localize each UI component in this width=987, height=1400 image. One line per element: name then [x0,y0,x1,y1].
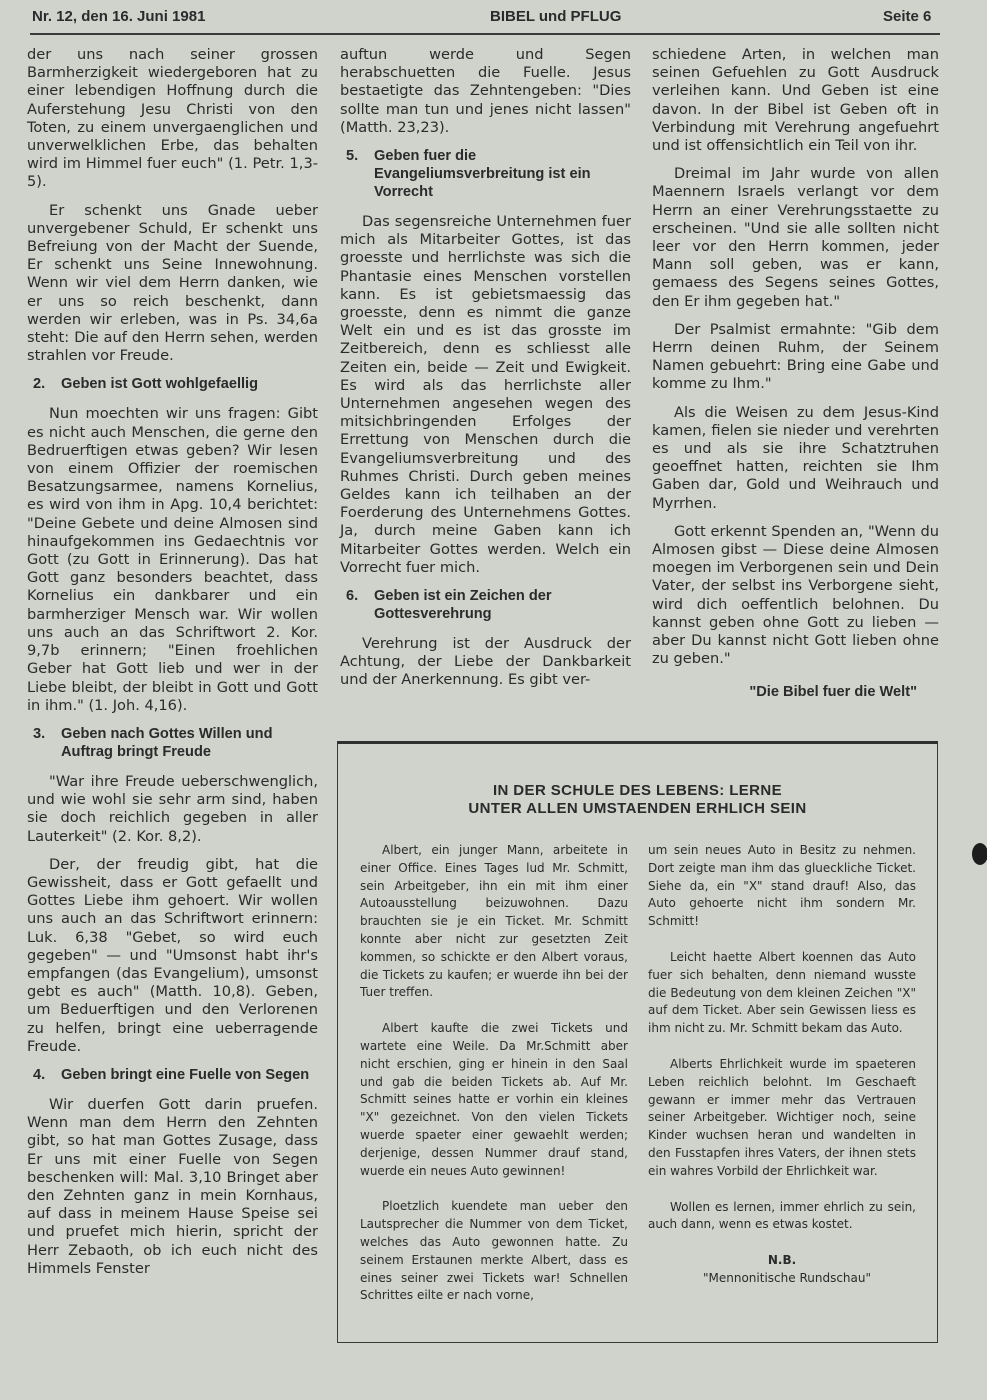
paragraph: der uns nach seiner grossen Barmherzigkeit wiedergeboren hat zu einer lebendigen Hoffnung durch die Auferstehung Jesu Christi von den Toten, zu einem unvergaenglichen und unverwelklichen Erbe, das behalten wird im Himmel fuer euch" (1. Petr. 1,3-5). [27,46,318,191]
box-paragraph: Ploetzlich kuendete man ueber den Lautsprecher die Nummer von dem Ticket, welches das Auto gewonnen hatte. Zu seinem Erstaunen merkte Albert, dass es eines seiner zwei Tickets war! Schnellen Schrittes eilte er nach vorne, [360,1199,628,1303]
box-paragraph: um sein neues Auto in Besitz zu nehmen. Dort zeigte man ihm das glueckliche Ticket. Siehe da, ein "X" stand drauf! Also, das Auto gehoerte nicht ihm sondern Mr. Schmitt! [648,843,916,929]
column-2 [340,46,631,700]
box-paragraph: Alberts Ehrlichkeit wurde im spaeteren Leben reichlich belohnt. Im Geschaeft gewann er immer mehr das Vertrauen seiner Arbeitgeber. Wichtiger noch, seine Kinder wuchsen heran und wandelten in den Fusstapfen ihres Vaters, der ihnen stets ein wahres Vorbild der Ehrlichkeit war. [648,1056,916,1178]
box-signature-initials: N.B. [767,1253,797,1268]
box-paragraph: Leicht haette Albert koennen das Auto fuer sich behalten, denn niemand wusste die Bedeutung von dem kleinen Zeichen "X" auf dem Ticket. Aber sein Gewissen liess es ihm nicht zu. Mr. Schmitt bekam das Auto. [648,949,916,1036]
box-paragraph: Wollen es lernen, immer ehrlich zu sein, auch dann, wenn es etwas kostet. [648,1199,916,1232]
box-title-line-1: IN DER SCHULE DES LEBENS: LERNE [492,782,783,799]
section-title: Geben ist Gott wohlgefaellig [61,376,259,393]
section-title: Geben nach Gottes Willen und Auftrag bringt Freude [61,725,273,760]
box-title [338,782,937,818]
paragraph: Verehrung ist der Ausdruck der Achtung, der Liebe der Dankbarkeit und der Anerkennung. Es gibt ver- [340,635,631,689]
section-heading-3 [27,725,318,761]
section-heading-2 [27,375,318,393]
column-3 [652,46,939,701]
section-heading-6 [340,587,631,623]
box-paragraph: Albert kaufte die zwei Tickets und wartete eine Weile. Da Mr.Schmitt aber nicht erschien, ging er hinein in den Saal und gab die beiden Tickets ab. Auf Mr. Schmitt seines hatte er vorhin ein kleines "X" gezeichnet. Von den vielen Tickets wuerde spaeter einer gewaehlt werden; derjenige, dessen Nummer drauf stand, wuerde ein neues Auto gewinnen! [360,1021,628,1178]
paragraph: Der, der freudig gibt, hat die Gewissheit, dass er Gott gefaellt und Gottes Liebe ihm gehoert. Wir wollen uns auch an das Schriftwort erinnern: Luk. 6,38 "Gebet, so wird euch gegeben" — und "Umsonst habt ihr's empfangen (das Evangelium), umsonst gebt es auch" (Matth. 10,8). Geben, um Beduerftigen und den Verlorenen zu helfen, bringt eine ueberragende Freude. [27,855,318,1055]
paragraph: auftun werde und Segen herabschuetten die Fuelle. Jesus bestaetigte das Zehntengeben: "Dies sollte man tun und jenes nicht lassen" (Matth. 23,23). [340,46,631,136]
section-heading-5 [340,147,631,201]
paragraph: schiedene Arten, in welchen man seinen Gefuehlen zu Gott Ausdruck verleihen kann. Und Geben ist eine davon. In der Bibel ist Geben oft in Verbindung mit Verehrung angefuehrt und ist offensichtlich ein Teil von ihr. [652,46,939,155]
box-title-line-2: UNTER ALLEN UMSTAENDEN ERHLICH SEIN [468,800,807,817]
header-rule [30,33,940,35]
paragraph: Der Psalmist ermahnte: "Gib dem Herrn deinen Ruhm, der Seinem Namen gebuehrt: Bring eine Gabe und komme zu Ihm." [652,320,939,393]
paragraph: "War ihre Freude ueberschwenglich, und wie wohl sie sehr arm sind, haben sie doch reichlich gegeben in aller Lauterkeit" (2. Kor. 8,2). [27,772,318,845]
section-number: 6. [346,588,359,605]
paragraph: Das segensreiche Unternehmen fuer mich als Mitarbeiter Gottes, ist das groesste und herrlichste was sich die Phantasie eines Menschen vorstellen kann. Es ist gebietsmaessig das groesste, denn es nimmt die ganze Welt ein und es ist das grosste im Zeitbereich, denn es schliesst alle Zeiten ein, beide — Zeit und Ewigkeit. Es wird als das herrlichste aller Unternehmen angesehen wegen des mitsichbringenden Erfolges der Errettung von Menschen durch die Evangeliumsverbreitung und des Ruhmes Christi. Durch geben meines Geldes kann ich teilhaben an der Foerderung des Unternehmens Gottes. Ja, durch meine Gaben kann ich Mitarbeiter Gottes werden. Welch ein Vorrecht fuer mich. [340,213,631,576]
paragraph: Nun moechten wir uns fragen: Gibt es nicht auch Menschen, die gerne den Bedruerftigen etwas geben? Wir lesen von einem Offizier der roemischen Besatzungsarmee, namens Kornelius, es wird von ihm in Apg. 10,4 berichtet: "Deine Gebete und deine Almosen sind hinaufgekommen ins Gedaechtnis vor Gott (zu Gott in Erinnerung). Das hat Gott ganz besonders beachtet, dass Kornelius ein dankbarer und ein barmherziger Mensch war. Wir wollen uns auch an das Schriftwort 2. Kor. 9,7b erinnern; "Einen froehlichen Geber hat Gott lieb und wer in der Liebe bleibt, der bleibt in Gott und Gott in ihm." (1. Joh. 4,16). [27,405,318,714]
section-heading-4 [27,1066,318,1084]
section-title: Geben ist ein Zeichen der Gottesverehrung [374,588,552,623]
section-number: 2. [33,376,46,393]
page-number: Seite 6 [883,8,932,25]
punch-hole [972,843,987,865]
section-title: Geben bringt eine Fuelle von Segen [61,1066,310,1083]
issue-date: Nr. 12, den 16. Juni 1981 [32,8,206,25]
article-source: "Die Bibel fuer die Welt" [749,683,917,700]
paragraph: Gott erkennt Spenden an, "Wenn du Almosen gibst — Diese deine Almosen moegen im Verborgenen sein und Dein Vater, der selbst ins Verborgene sieht, wird dich oeffentlich belohnen. Du kannst geben ohne Gott zu lieben — aber Du kannst nicht Gott lieben ohne zu geben." [652,522,939,668]
section-title: Geben fuer die Evangeliumsverbreitung ist ein Vorrecht [374,148,591,201]
paragraph: Wir duerfen Gott darin pruefen. Wenn man dem Herrn den Zehnten gibt, so hat man Gottes Zusage, dass Er uns mit einer Fuelle von Segen beschenken will: Mal. 3,10 Bringet aber den Zehnten ganz in mein Kornhaus, auf dass in meinem Hause Speise sei und pruefet mich hierin, spricht der Herr Zebaoth, ob ich euch nicht des Himmels Fenster [27,1095,318,1277]
paragraph: Als die Weisen zu dem Jesus-Kind kamen, fielen sie nieder und verehrten es und als sie ihre Schatztruhen geoeffnet hatten, reichten sie Ihm Gaben dar, Gold und Weihrauch und Myrrhen. [652,403,939,512]
section-number: 5. [346,148,359,165]
box-column-right [648,842,916,1288]
section-number: 4. [33,1066,46,1083]
boxed-story [337,741,938,1343]
box-paragraph: Albert, ein junger Mann, arbeitete in einer Office. Eines Tages lud Mr. Schmitt, sein Arbeitgeber, ihn ein mit ihm einer Autoausstellung beizuwohnen. Dazu brauchten sie je ein Ticket. Mr. Schmitt konnte aber nicht zur gesetzten Zeit kommen, so schickte er den Albert voraus, die Tickets zu kaufen; er wuerde ihn bei der Tuer treffen. [360,843,628,1000]
box-column-left [360,842,628,1323]
paragraph: Er schenkt uns Gnade ueber unvergebener Schuld, Er schenkt uns Befreiung von der Macht der Suende, Er schenkt uns Seine Innewohnung. Wenn wir viel dem Herrn danken, wie er uns so reich beschenkt, dann werden wir erleben, was in Ps. 34,6a steht: Die auf den Herrn sehen, werden strahlen vor Freude. [27,201,318,365]
paragraph: Dreimal im Jahr wurde von allen Maennern Israels verlangt vor dem Herrn an einer Verehrungsstaette zu erscheinen. "Und sie alle sollten nicht leer vor den Herrn kommen, jeder Mann soll geben, was er kann, gemaess des Segens seines Gottes, den Er ihm gegeben hat." [652,165,939,310]
column-1 [27,46,318,1288]
section-number: 3. [33,725,46,742]
publication-title: BIBEL und PFLUG [490,8,622,25]
box-signature-source: "Mennonitische Rundschau" [703,1270,871,1285]
